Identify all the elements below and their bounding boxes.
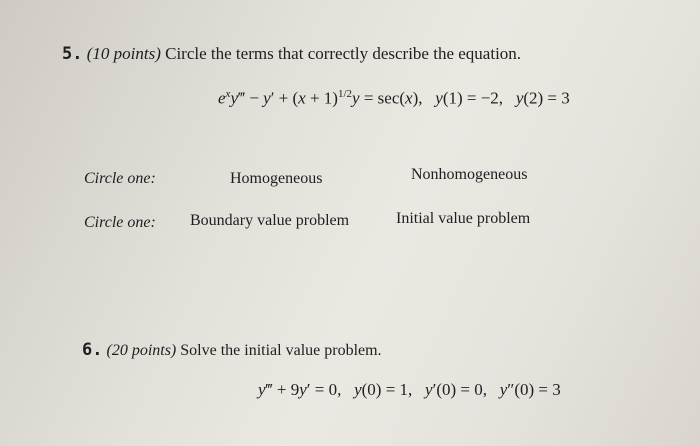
option-nonhomogeneous[interactable]: Nonhomogeneous — [411, 166, 528, 183]
q5-number: 5. — [62, 44, 83, 64]
q6-points: (20 points) — [106, 342, 177, 359]
q5-prompt: Circle the terms that correctly describe the equation. — [165, 44, 522, 63]
q5-row1-label: Circle one: — [84, 170, 156, 187]
q6-number: 6. — [82, 340, 103, 360]
option-initial-value-problem[interactable]: Initial value problem — [396, 210, 531, 227]
q6-prompt: Solve the initial value problem. — [180, 342, 382, 359]
q6-header — [82, 340, 382, 360]
option-boundary-value-problem[interactable]: Boundary value problem — [190, 212, 350, 229]
q6-equation: y‴ + 9y′ = 0, y(0) = 1, y′(0) = 0, y″(0) = 3 — [258, 380, 561, 399]
q5-row2-label: Circle one: — [84, 214, 156, 231]
q5-equation: $e^xy‴ - y' + (x + 1)^{1/2}y = \sec(x)$, y(1) = −2, y(2) = 3 — [218, 88, 570, 108]
q5-header — [62, 44, 521, 64]
q5-points: (10 points) — [86, 44, 161, 63]
option-homogeneous[interactable]: Homogeneous — [230, 170, 323, 187]
